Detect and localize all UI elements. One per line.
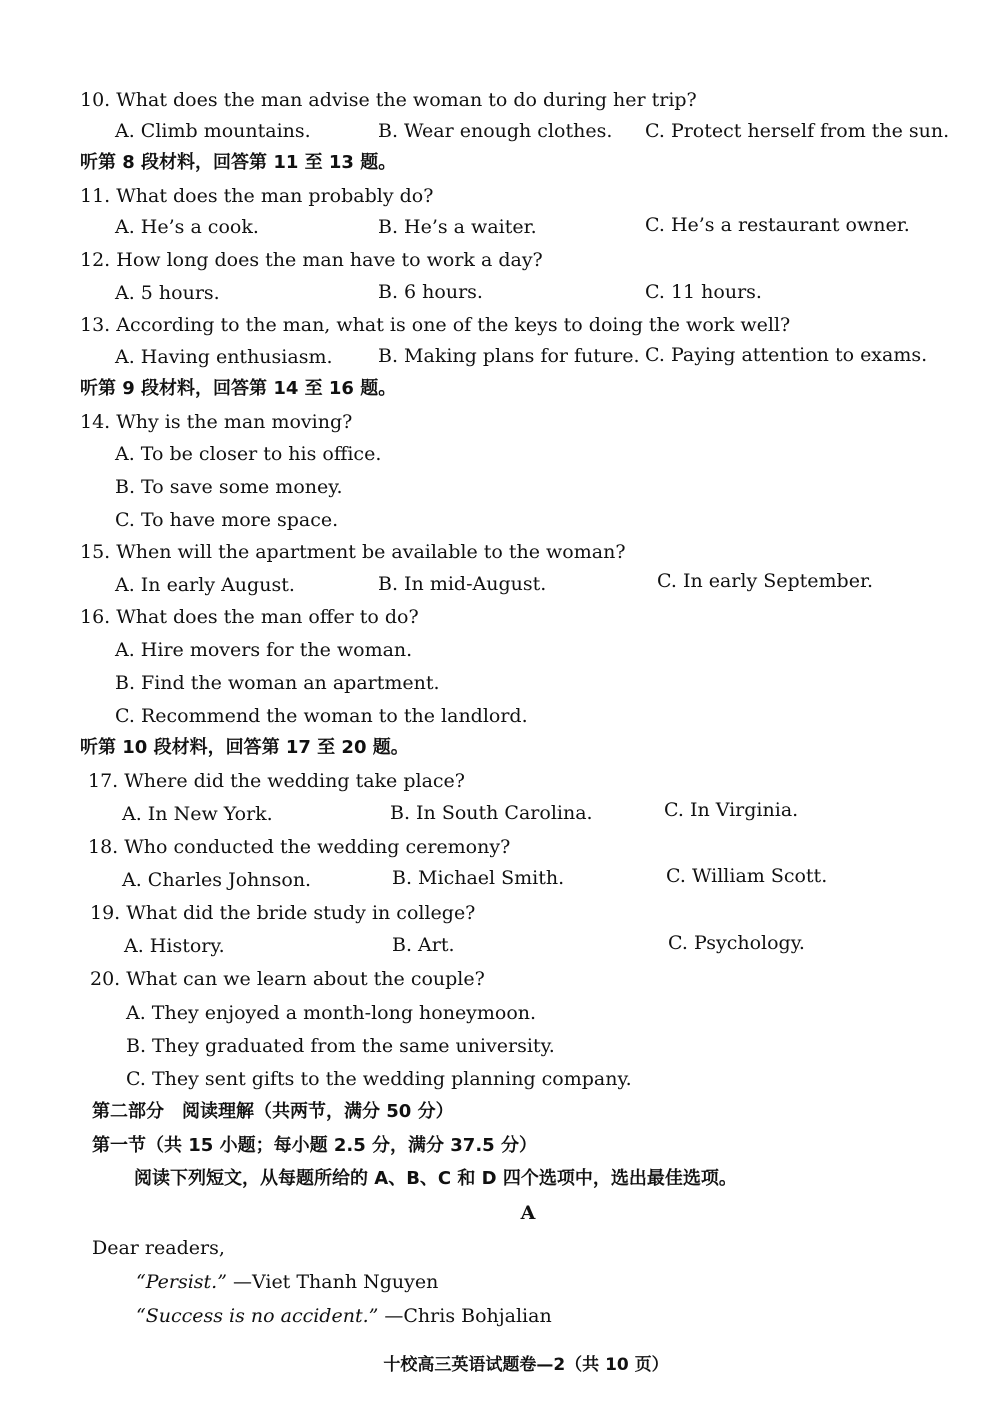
question-16-option-c: C. Recommend the woman to the landlord. — [115, 705, 528, 727]
question-14-option-a: A. To be closer to his office. — [115, 443, 382, 465]
question-17-option-b: B. In South Carolina. — [390, 802, 593, 824]
question-13-option-a: A. Having enthusiasm. — [115, 346, 333, 368]
question-16-option-a: A. Hire movers for the woman. — [115, 639, 413, 661]
question-12-option-b: B. 6 hours. — [378, 281, 483, 303]
question-17-stem: 17. Where did the wedding take place? — [88, 770, 465, 792]
question-15-option-b: B. In mid-August. — [378, 573, 547, 595]
question-20-option-c: C. They sent gifts to the wedding planning company. — [126, 1068, 632, 1090]
question-18-option-c: C. William Scott. — [666, 865, 828, 887]
question-18-option-a: A. Charles Johnson. — [122, 869, 312, 891]
section-9-heading: 听第 9 段材料，回答第 14 至 16 题。 — [80, 378, 397, 399]
question-13-option-c: C. Paying attention to exams. — [645, 344, 928, 366]
question-12-stem: 12. How long does the man have to work a day? — [80, 249, 543, 271]
question-17-option-c: C. In Virginia. — [664, 799, 799, 821]
quote-1 — [136, 1269, 438, 1295]
question-20-stem: 20. What can we learn about the couple? — [90, 968, 485, 990]
question-19-option-a: A. History. — [124, 935, 225, 957]
question-15-stem: 15. When will the apartment be available to the woman? — [80, 541, 626, 563]
question-12-option-c: C. 11 hours. — [645, 281, 762, 303]
section-1-heading: 第一节（共 15 小题；每小题 2.5 分，满分 37.5 分） — [92, 1135, 537, 1156]
question-11-stem: 11. What does the man probably do? — [80, 185, 434, 207]
question-11-option-b: B. He’s a waiter. — [378, 216, 537, 238]
section-8-heading: 听第 8 段材料，回答第 11 至 13 题。 — [80, 152, 397, 173]
passage-letter: A — [520, 1202, 536, 1224]
question-19-option-c: C. Psychology. — [668, 932, 805, 954]
question-10-option-a: A. Climb mountains. — [115, 120, 311, 142]
quote-1-author: —Viet Thanh Nguyen — [226, 1271, 439, 1293]
question-16-option-b: B. Find the woman an apartment. — [115, 672, 440, 694]
question-14-stem: 14. Why is the man moving? — [80, 411, 353, 433]
question-11-option-c: C. He’s a restaurant owner. — [645, 214, 910, 236]
quote-2-author: —Chris Bohjalian — [378, 1305, 552, 1327]
question-16-stem: 16. What does the man offer to do? — [80, 606, 419, 628]
question-12-option-a: A. 5 hours. — [115, 282, 220, 304]
question-10-stem: 10. What does the man advise the woman to do during her trip? — [80, 89, 697, 111]
quote-2-text: “Success is no accident.” — [136, 1305, 379, 1327]
question-13-stem: 13. According to the man, what is one of the keys to doing the work well? — [80, 314, 791, 336]
question-14-option-b: B. To save some money. — [115, 476, 343, 498]
question-19-stem: 19. What did the bride study in college? — [90, 902, 476, 924]
part-2-heading: 第二部分 阅读理解（共两节，满分 50 分） — [92, 1101, 454, 1122]
quote-1-text: “Persist.” — [136, 1271, 227, 1293]
question-19-option-b: B. Art. — [392, 934, 455, 956]
question-20-option-b: B. They graduated from the same university. — [126, 1035, 555, 1057]
page-footer: 十校高三英语试题卷—2（共 10 页） — [383, 1355, 669, 1375]
question-13-option-b: B. Making plans for future. — [378, 345, 640, 367]
question-20-option-a: A. They enjoyed a month-long honeymoon. — [126, 1002, 537, 1024]
question-15-option-a: A. In early August. — [115, 574, 295, 596]
letter-salutation: Dear readers, — [92, 1237, 225, 1259]
question-10-option-b: B. Wear enough clothes. — [378, 120, 613, 142]
question-10-option-c: C. Protect herself from the sun. — [645, 120, 950, 142]
question-18-option-b: B. Michael Smith. — [392, 867, 565, 889]
quote-2 — [136, 1303, 552, 1329]
reading-instruction: 阅读下列短文，从每题所给的 A、B、C 和 D 四个选项中，选出最佳选项。 — [134, 1168, 737, 1189]
question-15-option-c: C. In early September. — [657, 570, 873, 592]
question-17-option-a: A. In New York. — [122, 803, 273, 825]
section-10-heading: 听第 10 段材料，回答第 17 至 20 题。 — [80, 737, 409, 758]
question-14-option-c: C. To have more space. — [115, 509, 339, 531]
question-18-stem: 18. Who conducted the wedding ceremony? — [88, 836, 511, 858]
question-11-option-a: A. He’s a cook. — [115, 216, 259, 238]
